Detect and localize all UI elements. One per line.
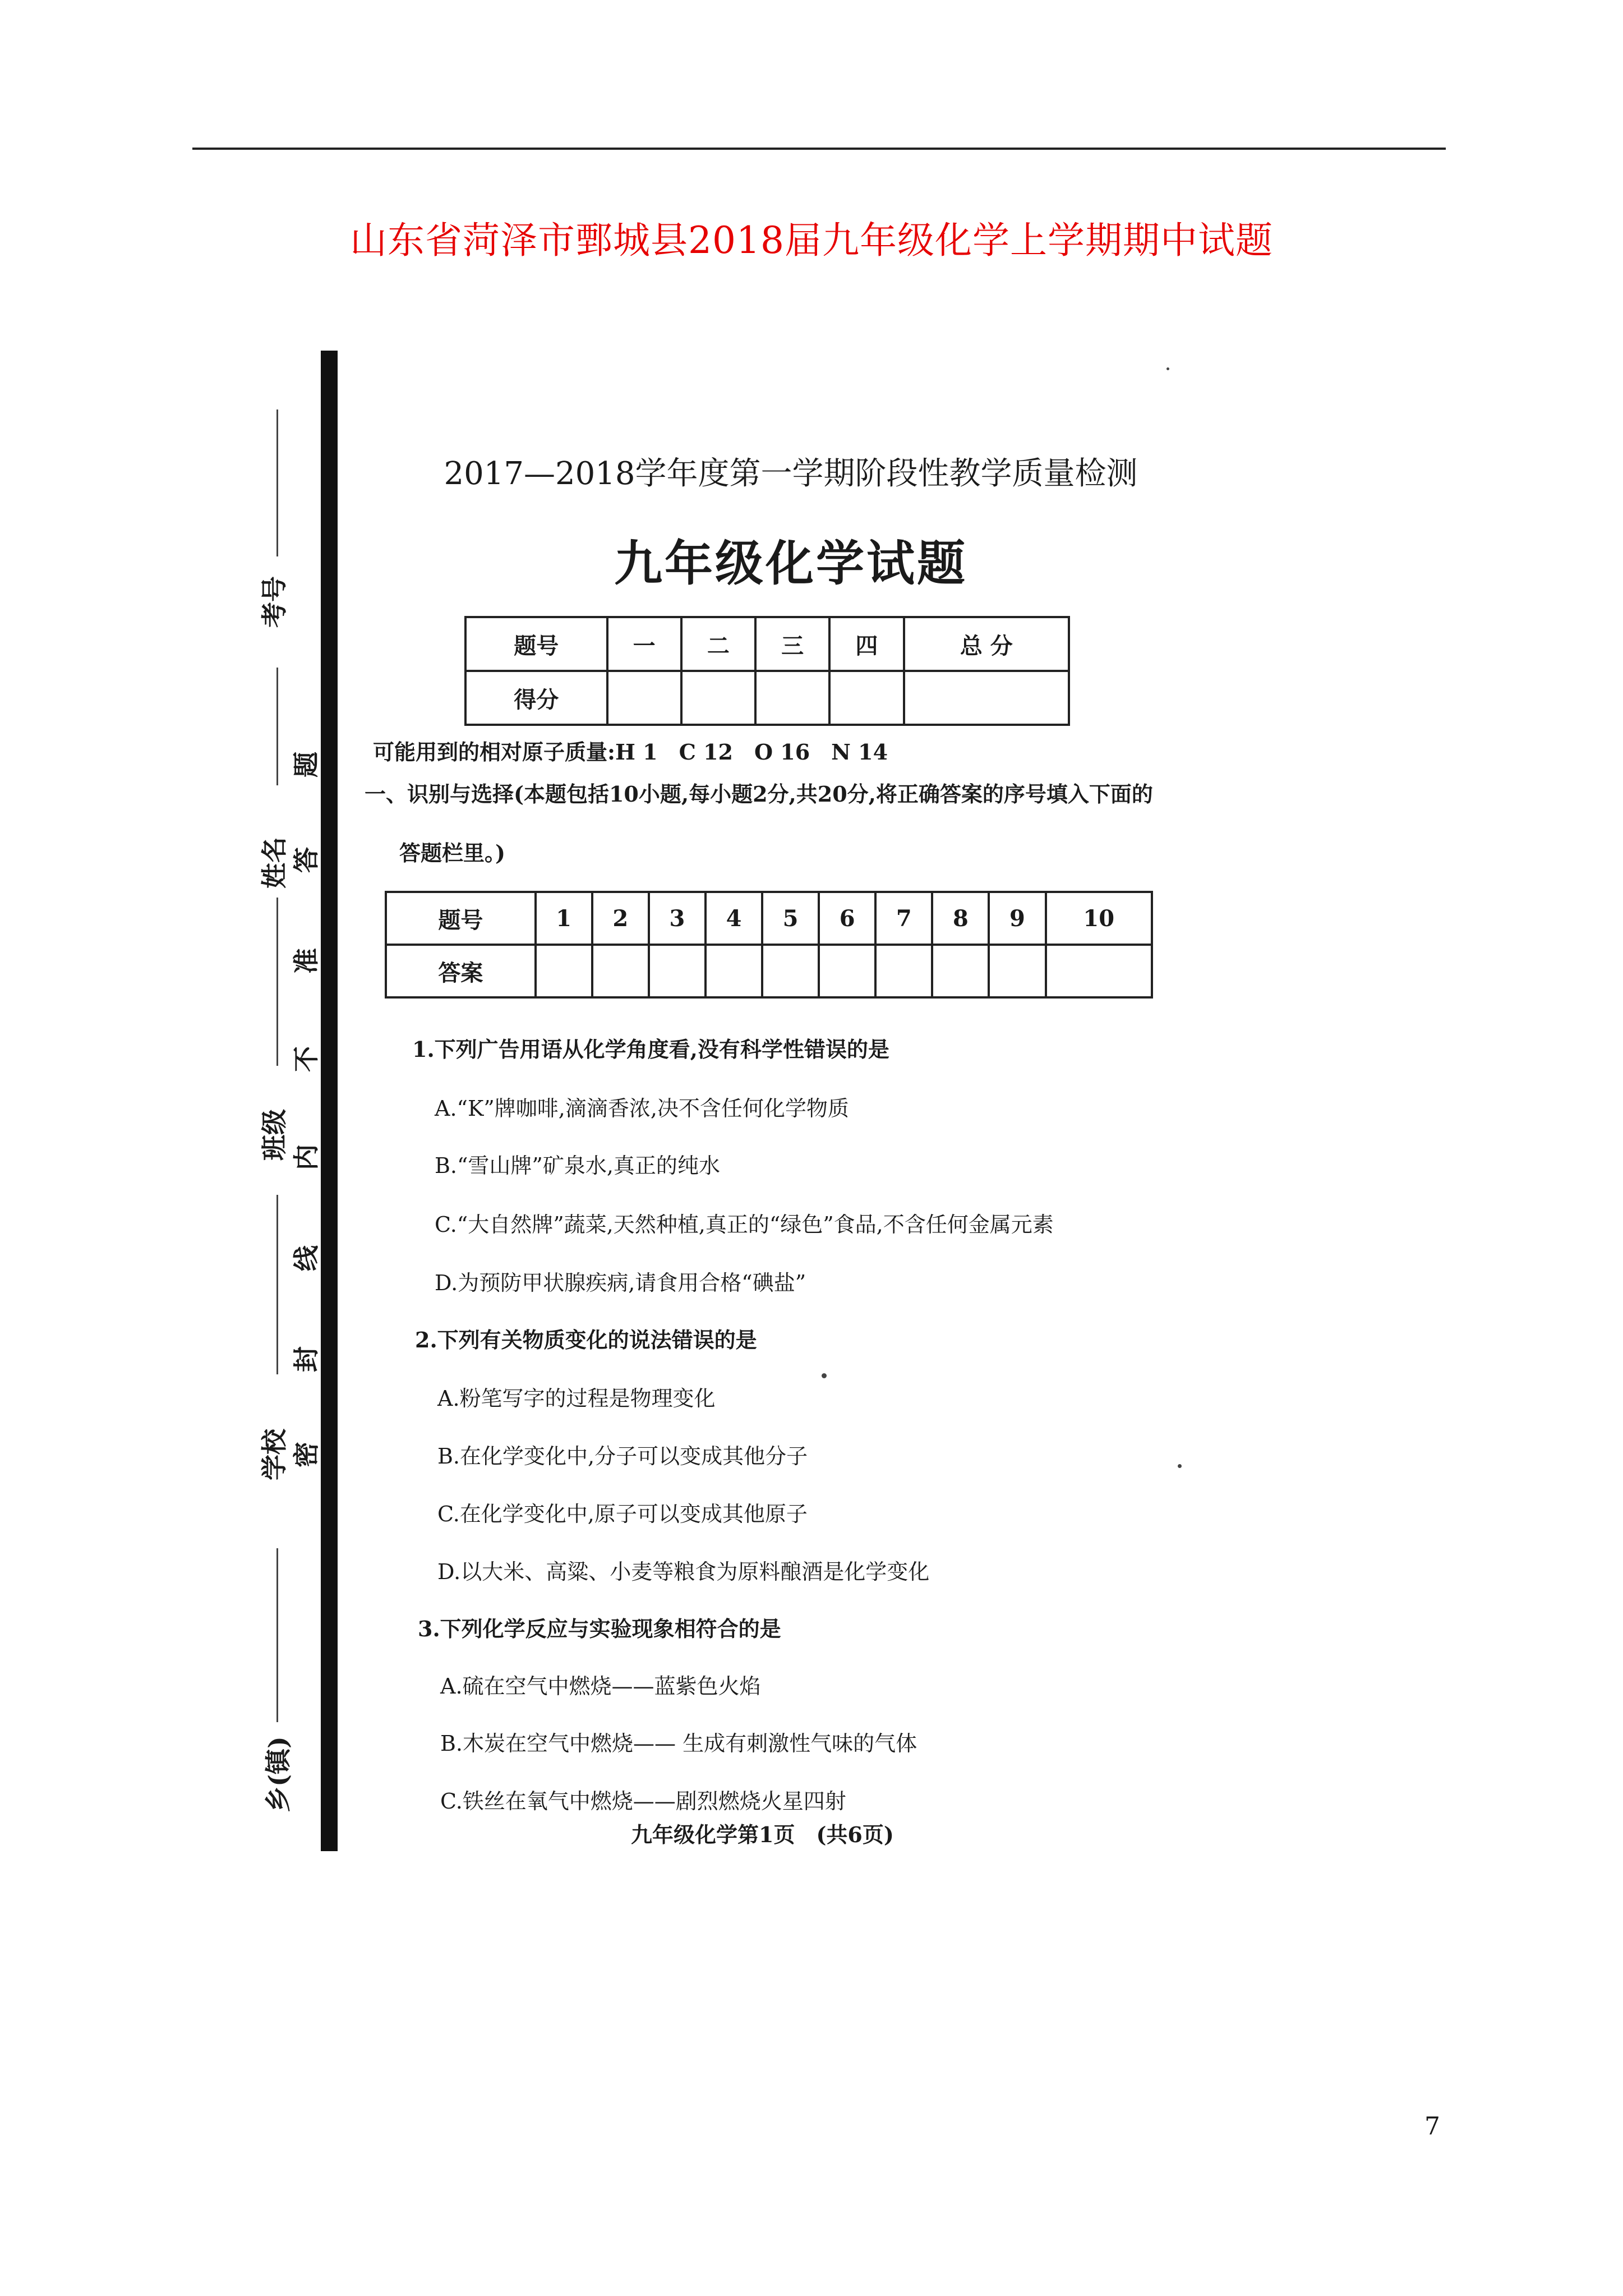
side-line-exam-no [276,409,278,556]
question-option: A.“K”牌咖啡,滴滴香浓,决不含任何化学物质 [435,1096,849,1121]
seal-char: 题 [291,752,321,777]
seal-char: 密 [291,1442,321,1467]
answer-cell[interactable] [989,945,1045,997]
question-number: 7 [875,892,932,945]
question-number: 9 [989,892,1045,945]
question-stem: 2.下列有关物质变化的说法错误的是 [415,1327,757,1352]
score-table-header: 三 [755,617,829,671]
question-option: B.在化学变化中,分子可以变成其他分子 [437,1444,808,1469]
page-number: 7 [1424,2112,1440,2141]
score-table-header: 四 [829,617,903,671]
answer-table [385,891,1153,999]
seal-char: 线 [291,1245,321,1271]
question-number: 3 [649,892,706,945]
score-cell[interactable] [904,671,1069,725]
side-label-township: 乡(镇) [262,1736,293,1812]
scan-binding-bar [321,351,338,1851]
score-cell[interactable] [829,671,903,725]
score-table-header-row [465,617,1069,671]
question-number: 6 [819,892,875,945]
top-rule [192,148,1446,150]
score-cell[interactable] [681,671,755,725]
answer-table-answer-row [386,945,1152,997]
question-number: 10 [1046,892,1152,945]
score-table-row-label: 得分 [465,671,607,725]
page-footer: 九年级化学第1页 (共6页) [631,1822,894,1847]
answer-cell[interactable] [706,945,762,997]
answer-table-row-label: 答案 [386,945,536,997]
score-table-score-row [465,671,1069,725]
side-line-township [276,1548,278,1722]
score-table [464,616,1070,726]
question-stem: 1.下列广告用语从化学角度看,没有科学性错误的是 [412,1037,889,1062]
question-number: 8 [932,892,989,945]
question-number: 1 [536,892,592,945]
side-line-name [276,668,278,785]
side-line-school [276,1195,278,1374]
side-label-school: 学校 [259,1429,289,1480]
question-option: D.以大米、高粱、小麦等粮食为原料酿酒是化学变化 [437,1559,930,1584]
answer-cell[interactable] [932,945,989,997]
question-number: 5 [762,892,819,945]
score-table-row-label: 题号 [465,617,607,671]
question-option: D.为预防甲状腺疾病,请食用合格“碘盐” [435,1271,806,1295]
question-option: B.“雪山牌”矿泉水,真正的纯水 [435,1153,720,1178]
question-option: C.在化学变化中,原子可以变成其他原子 [437,1502,808,1526]
side-label-exam-no: 考号 [259,576,289,628]
answer-cell[interactable] [592,945,649,997]
seal-char: 内 [291,1144,321,1170]
seal-char: 不 [291,1046,321,1072]
question-option: C.铁丝在氧气中燃烧——剧烈燃烧火星四射 [440,1789,846,1814]
score-table-header: 总 分 [904,617,1069,671]
score-table-header: 二 [681,617,755,671]
answer-table-number-row [386,892,1152,945]
scan-speck [1178,1464,1182,1468]
answer-cell[interactable] [762,945,819,997]
question-option: A.硫在空气中燃烧——蓝紫色火焰 [440,1674,761,1699]
score-cell[interactable] [755,671,829,725]
question-option: B.木炭在空气中燃烧—— 生成有刺激性气味的气体 [440,1731,917,1756]
answer-cell[interactable] [649,945,706,997]
seal-char: 准 [291,948,321,974]
section1-heading-line2: 答题栏里。) [399,840,505,866]
section1-heading-line1: 一、识别与选择(本题包括10小题,每小题2分,共20分,将正确答案的序号填入下面的 [365,781,1153,807]
atomic-masses: 可能用到的相对原子质量:H 1 C 12 O 16 N 14 [373,739,888,765]
document-title: 山东省菏泽市鄄城县2018届九年级化学上学期期中试题 [350,219,1273,262]
seal-char: 答 [291,847,321,873]
answer-cell[interactable] [536,945,592,997]
question-option: A.粉笔写字的过程是物理变化 [437,1386,716,1411]
answer-table-row-label: 题号 [386,892,536,945]
score-cell[interactable] [607,671,681,725]
side-line-class [276,898,278,1066]
seal-char: 封 [291,1346,321,1372]
question-option: C.“大自然牌”蔬菜,天然种植,真正的“绿色”食品,不含任何金属元素 [435,1212,1054,1237]
question-number: 2 [592,892,649,945]
score-table-header: 一 [607,617,681,671]
side-label-name: 姓名 [259,837,289,889]
exam-header: 2017—2018学年度第一学期阶段性教学质量检测 [444,455,1138,492]
scan-speck [1166,367,1169,370]
exam-title: 九年级化学试题 [614,535,967,592]
answer-cell[interactable] [1046,945,1152,997]
question-number: 4 [706,892,762,945]
question-stem: 3.下列化学反应与实验现象相符合的是 [418,1616,781,1641]
scan-speck [822,1373,827,1378]
answer-cell[interactable] [819,945,875,997]
answer-cell[interactable] [875,945,932,997]
side-label-class: 班级 [259,1109,289,1161]
